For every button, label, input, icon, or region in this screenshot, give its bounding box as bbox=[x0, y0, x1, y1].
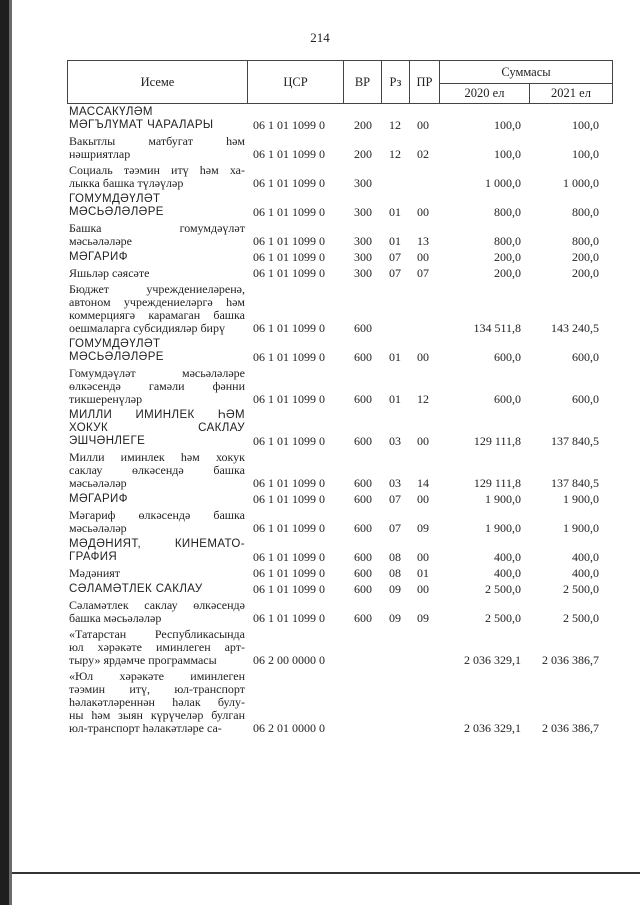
row-sum-2021: 2 500,0 bbox=[563, 582, 599, 596]
row-name-line: Социаль тәэмин итү һәм ха- bbox=[69, 163, 245, 177]
row-pr: 12 bbox=[417, 392, 429, 406]
row-name-line: Мәдәният bbox=[69, 566, 121, 580]
row-sum-2020: 200,0 bbox=[494, 250, 521, 264]
table-header bbox=[67, 60, 613, 104]
row-name-line: Бюджет учреждениеләренә, bbox=[69, 282, 245, 296]
row-pr: 00 bbox=[417, 434, 429, 448]
row-name-line: автоном учреждениеләргә һәм bbox=[69, 295, 245, 309]
table-row bbox=[67, 338, 613, 364]
row-vr: 300 bbox=[354, 250, 372, 264]
row-name-line: ГОМУМДӘҮЛӘТ bbox=[69, 193, 161, 205]
row-csr: 06 1 01 1099 0 bbox=[253, 147, 325, 161]
row-name bbox=[69, 338, 245, 364]
header-vr: ВР bbox=[343, 60, 381, 104]
page-number: 214 bbox=[310, 30, 330, 45]
row-name bbox=[69, 135, 245, 161]
row-sum-2021: 400,0 bbox=[572, 566, 599, 580]
row-csr: 06 1 01 1099 0 bbox=[253, 118, 325, 132]
row-name-line: башка мәсьәләләр bbox=[69, 611, 162, 625]
row-sum-2020: 600,0 bbox=[494, 350, 521, 364]
row-name bbox=[69, 164, 245, 190]
row-pr: 01 bbox=[417, 566, 429, 580]
header-rz: Рз bbox=[381, 60, 409, 104]
row-name-line: Башка гомумдәүләт bbox=[69, 221, 245, 235]
row-csr: 06 1 01 1099 0 bbox=[253, 321, 325, 335]
header-pr: ПР bbox=[409, 60, 439, 104]
row-sum-2020: 200,0 bbox=[494, 266, 521, 280]
row-name-line: нәшриятлар bbox=[69, 147, 131, 161]
row-vr: 600 bbox=[354, 611, 372, 625]
row-sum-2020: 1 900,0 bbox=[485, 521, 521, 535]
table-row bbox=[67, 509, 613, 535]
table-row bbox=[67, 267, 613, 280]
row-rz: 07 bbox=[389, 266, 401, 280]
row-name-line: һәлакәтләреннән һәлак булу- bbox=[69, 695, 245, 709]
table-row bbox=[67, 106, 613, 132]
row-name bbox=[69, 599, 245, 625]
row-rz: 01 bbox=[389, 205, 401, 219]
row-rz: 07 bbox=[389, 492, 401, 506]
row-name-line: МӘГЪЛҮМАТ ЧАРАЛАРЫ bbox=[69, 119, 214, 131]
row-name-line: өлкәсендә гамәли фәнни bbox=[69, 379, 245, 393]
row-csr: 06 1 01 1099 0 bbox=[253, 434, 325, 448]
row-pr: 00 bbox=[417, 550, 429, 564]
row-name-line: «Юл хәрәкәте иминлеген bbox=[69, 669, 245, 683]
row-csr: 06 1 01 1099 0 bbox=[253, 582, 325, 596]
row-rz: 03 bbox=[389, 434, 401, 448]
row-name bbox=[69, 251, 245, 264]
row-csr: 06 1 01 1099 0 bbox=[253, 476, 325, 490]
row-sum-2020: 800,0 bbox=[494, 234, 521, 248]
row-sum-2021: 200,0 bbox=[572, 250, 599, 264]
row-name bbox=[69, 409, 245, 448]
row-rz: 09 bbox=[389, 611, 401, 625]
row-sum-2020: 800,0 bbox=[494, 205, 521, 219]
row-vr: 600 bbox=[354, 550, 372, 564]
row-sum-2020: 600,0 bbox=[494, 392, 521, 406]
row-name bbox=[69, 193, 245, 219]
row-name-line: ЭШЧӘНЛЕГЕ bbox=[69, 435, 146, 447]
row-csr: 06 1 01 1099 0 bbox=[253, 250, 325, 264]
table-row bbox=[67, 409, 613, 448]
table-row bbox=[67, 670, 613, 735]
row-name-line: МӘГАРИФ bbox=[69, 493, 128, 505]
row-name-line: ны һәм зыян күрүчеләр булган bbox=[69, 708, 245, 722]
row-name bbox=[69, 283, 245, 335]
row-sum-2020: 2 500,0 bbox=[485, 582, 521, 596]
row-name bbox=[69, 493, 245, 506]
row-vr: 600 bbox=[354, 492, 372, 506]
row-csr: 06 1 01 1099 0 bbox=[253, 350, 325, 364]
row-pr: 09 bbox=[417, 611, 429, 625]
row-rz: 08 bbox=[389, 550, 401, 564]
row-sum-2021: 2 036 386,7 bbox=[542, 721, 599, 735]
table-row bbox=[67, 135, 613, 161]
row-sum-2021: 137 840,5 bbox=[551, 476, 599, 490]
row-name-line: Милли иминлек һәм хокук bbox=[69, 450, 245, 464]
row-name-line: лыкка башка түләүләр bbox=[69, 176, 184, 190]
row-sum-2020: 100,0 bbox=[494, 147, 521, 161]
row-name bbox=[69, 583, 245, 596]
row-name-line: СӘЛАМӘТЛЕК САКЛАУ bbox=[69, 583, 203, 595]
row-sum-2021: 200,0 bbox=[572, 266, 599, 280]
table-row bbox=[67, 451, 613, 490]
row-vr: 300 bbox=[354, 234, 372, 248]
row-name-line: ГОМУМДӘҮЛӘТ bbox=[69, 338, 161, 350]
row-rz: 07 bbox=[389, 521, 401, 535]
row-rz: 08 bbox=[389, 566, 401, 580]
scan-left-edge bbox=[0, 0, 9, 905]
table-row bbox=[67, 567, 613, 580]
row-pr: 00 bbox=[417, 250, 429, 264]
row-vr: 300 bbox=[354, 266, 372, 280]
row-sum-2021: 100,0 bbox=[572, 147, 599, 161]
row-name-line: мәсьәләләре bbox=[69, 234, 132, 248]
row-sum-2020: 2 036 329,1 bbox=[464, 653, 521, 667]
row-sum-2021: 1 900,0 bbox=[563, 521, 599, 535]
row-csr: 06 1 01 1099 0 bbox=[253, 566, 325, 580]
row-sum-2021: 600,0 bbox=[572, 350, 599, 364]
scan-bottom-edge bbox=[12, 872, 640, 874]
row-pr: 07 bbox=[417, 266, 429, 280]
row-name-line: Сәламәтлек саклау өлкәсендә bbox=[69, 598, 245, 612]
row-sum-2021: 143 240,5 bbox=[551, 321, 599, 335]
row-vr: 300 bbox=[354, 205, 372, 219]
row-sum-2021: 400,0 bbox=[572, 550, 599, 564]
row-vr: 600 bbox=[354, 582, 372, 596]
row-sum-2020: 1 900,0 bbox=[485, 492, 521, 506]
row-name bbox=[69, 367, 245, 406]
row-name-line: ХОКУК САКЛАУ bbox=[69, 422, 245, 434]
row-csr: 06 1 01 1099 0 bbox=[253, 492, 325, 506]
row-name bbox=[69, 222, 245, 248]
row-rz: 01 bbox=[389, 350, 401, 364]
row-name-line: мәсьәләләр bbox=[69, 521, 127, 535]
row-sum-2021: 1 900,0 bbox=[563, 492, 599, 506]
row-csr: 06 1 01 1099 0 bbox=[253, 176, 325, 190]
row-name-line: МИЛЛИ ИМИНЛЕК ҺӘМ bbox=[69, 409, 245, 421]
row-name-line: «Татарстан Республикасында bbox=[69, 627, 245, 641]
row-sum-2021: 2 500,0 bbox=[563, 611, 599, 625]
row-name-line: Вакытлы матбугат һәм bbox=[69, 134, 245, 148]
row-csr: 06 2 01 0000 0 bbox=[253, 721, 325, 735]
row-vr: 600 bbox=[354, 476, 372, 490]
row-sum-2020: 2 036 329,1 bbox=[464, 721, 521, 735]
scan-left-edge-shadow bbox=[9, 0, 12, 905]
row-rz: 12 bbox=[389, 147, 401, 161]
row-pr: 14 bbox=[417, 476, 429, 490]
row-name-line: юл хәрәкәте иминлеген арт- bbox=[69, 640, 245, 654]
table-row bbox=[67, 164, 613, 190]
row-pr: 00 bbox=[417, 492, 429, 506]
row-csr: 06 1 01 1099 0 bbox=[253, 205, 325, 219]
row-name-line: коммерциягә карамаган башка bbox=[69, 308, 245, 322]
row-name-line: тәэмин итү, юл-транспорт bbox=[69, 682, 245, 696]
row-rz: 03 bbox=[389, 476, 401, 490]
row-name-line: МӘСЬӘЛӘЛӘРЕ bbox=[69, 206, 164, 218]
row-vr: 200 bbox=[354, 118, 372, 132]
row-name bbox=[69, 106, 245, 132]
header-year-2021: 2021 ел bbox=[529, 83, 613, 104]
row-name-line: тыру» ярдәмче программасы bbox=[69, 653, 217, 667]
row-sum-2021: 600,0 bbox=[572, 392, 599, 406]
row-vr: 600 bbox=[354, 434, 372, 448]
row-csr: 06 1 01 1099 0 bbox=[253, 392, 325, 406]
header-sums: Суммасы bbox=[439, 60, 613, 83]
row-name bbox=[69, 267, 245, 280]
row-vr: 200 bbox=[354, 147, 372, 161]
row-rz: 12 bbox=[389, 118, 401, 132]
table-row bbox=[67, 222, 613, 248]
row-sum-2021: 137 840,5 bbox=[551, 434, 599, 448]
row-vr: 600 bbox=[354, 521, 372, 535]
row-pr: 00 bbox=[417, 350, 429, 364]
table-row bbox=[67, 251, 613, 264]
row-rz: 09 bbox=[389, 582, 401, 596]
header-csr: ЦСР bbox=[247, 60, 343, 104]
row-name-line: оешмаларга субсидияләр бирү bbox=[69, 321, 225, 335]
table-row bbox=[67, 493, 613, 506]
row-name-line: МӘДӘНИЯТ, КИНЕМАТО- bbox=[69, 538, 245, 550]
row-name-line: МӘСЬӘЛӘЛӘРЕ bbox=[69, 351, 164, 363]
row-sum-2020: 129 111,8 bbox=[473, 476, 521, 490]
table-row bbox=[67, 538, 613, 564]
table-row bbox=[67, 583, 613, 596]
row-vr: 600 bbox=[354, 566, 372, 580]
row-sum-2021: 100,0 bbox=[572, 118, 599, 132]
row-name bbox=[69, 451, 245, 490]
table-row bbox=[67, 193, 613, 219]
table-row bbox=[67, 367, 613, 406]
row-rz: 07 bbox=[389, 250, 401, 264]
row-pr: 00 bbox=[417, 205, 429, 219]
row-sum-2020: 400,0 bbox=[494, 550, 521, 564]
row-name bbox=[69, 509, 245, 535]
row-name-line: МӘГАРИФ bbox=[69, 251, 128, 263]
row-name-line: тикшеренүләр bbox=[69, 392, 143, 406]
row-csr: 06 1 01 1099 0 bbox=[253, 550, 325, 564]
row-csr: 06 1 01 1099 0 bbox=[253, 611, 325, 625]
row-pr: 00 bbox=[417, 118, 429, 132]
row-name bbox=[69, 670, 245, 735]
row-name-line: Яшьләр сәясәте bbox=[69, 266, 150, 280]
row-sum-2020: 100,0 bbox=[494, 118, 521, 132]
row-vr: 600 bbox=[354, 350, 372, 364]
row-name-line: юл-транспорт һәлакәтләре са- bbox=[69, 721, 222, 735]
row-name-line: саклау өлкәсендә башка bbox=[69, 463, 245, 477]
row-vr: 600 bbox=[354, 321, 372, 335]
row-name bbox=[69, 567, 245, 580]
row-sum-2020: 129 111,8 bbox=[473, 434, 521, 448]
header-name: Исеме bbox=[67, 60, 247, 104]
row-pr: 09 bbox=[417, 521, 429, 535]
row-name-line: мәсьәләләр bbox=[69, 476, 127, 490]
row-name bbox=[69, 628, 245, 667]
row-csr: 06 1 01 1099 0 bbox=[253, 521, 325, 535]
table-row bbox=[67, 628, 613, 667]
row-vr: 300 bbox=[354, 176, 372, 190]
row-sum-2020: 134 511,8 bbox=[473, 321, 521, 335]
row-pr: 02 bbox=[417, 147, 429, 161]
table-row bbox=[67, 599, 613, 625]
row-sum-2021: 800,0 bbox=[572, 234, 599, 248]
row-csr: 06 2 00 0000 0 bbox=[253, 653, 325, 667]
row-name-line: ГРАФИЯ bbox=[69, 551, 118, 563]
row-rz: 01 bbox=[389, 392, 401, 406]
row-sum-2021: 1 000,0 bbox=[563, 176, 599, 190]
row-csr: 06 1 01 1099 0 bbox=[253, 234, 325, 248]
row-sum-2020: 1 000,0 bbox=[485, 176, 521, 190]
row-pr: 00 bbox=[417, 582, 429, 596]
row-name-line: МАССАКҮЛӘМ bbox=[69, 106, 153, 118]
row-csr: 06 1 01 1099 0 bbox=[253, 266, 325, 280]
row-vr: 600 bbox=[354, 392, 372, 406]
row-sum-2020: 2 500,0 bbox=[485, 611, 521, 625]
header-year-2020: 2020 ел bbox=[439, 83, 529, 104]
row-pr: 13 bbox=[417, 234, 429, 248]
row-sum-2021: 2 036 386,7 bbox=[542, 653, 599, 667]
row-name bbox=[69, 538, 245, 564]
table-row bbox=[67, 283, 613, 335]
row-name-line: Мәгариф өлкәсендә башка bbox=[69, 508, 245, 522]
row-sum-2021: 800,0 bbox=[572, 205, 599, 219]
row-sum-2020: 400,0 bbox=[494, 566, 521, 580]
row-name-line: Гомумдәүләт мәсьәләләре bbox=[69, 366, 245, 380]
row-rz: 01 bbox=[389, 234, 401, 248]
